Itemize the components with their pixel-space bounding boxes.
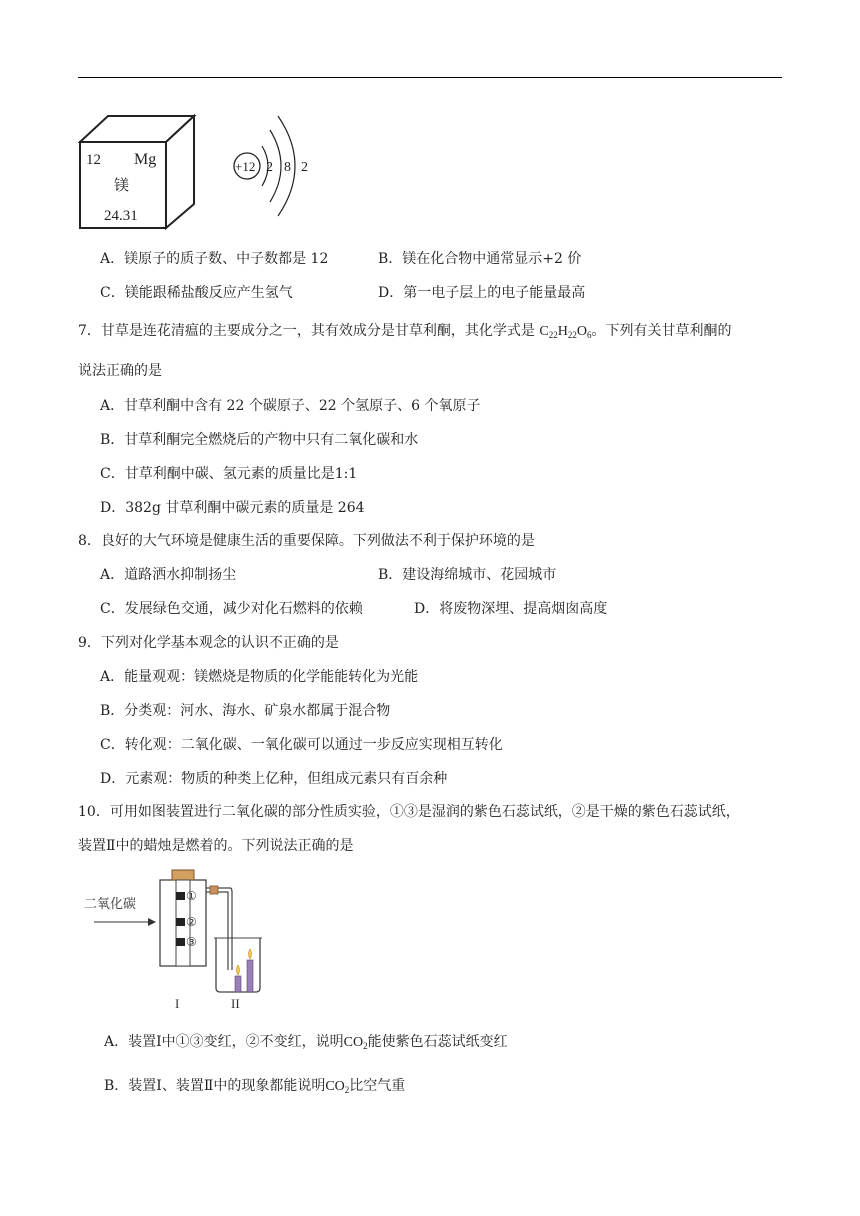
apparatus-i-label: I bbox=[175, 996, 180, 1011]
co2-apparatus-figure bbox=[80, 866, 280, 1014]
shell-2-count: 8 bbox=[284, 160, 291, 175]
q7-option-c: C．甘草利酮中碳、氢元素的质量比是1:1 bbox=[100, 466, 358, 482]
element-name: 镁 bbox=[114, 176, 130, 194]
paper-1-label: ① bbox=[186, 889, 197, 903]
q7-option-d: D．382g 甘草利酮中碳元素的质量是 264 bbox=[100, 500, 365, 516]
q7-stem-part2: 。下列有关甘草利酮的 bbox=[591, 323, 732, 339]
q9-option-d: D．元素观：物质的种类上亿种，但组成元素只有百余种 bbox=[100, 771, 448, 787]
q10-stem-line2: 装置Ⅱ中的蜡烛是燃着的。下列说法正确的是 bbox=[78, 838, 354, 854]
paper-2-label: ② bbox=[186, 915, 197, 929]
paper-3-label: ③ bbox=[186, 935, 197, 949]
q9-option-b: B．分类观：河水、海水、矿泉水都属于混合物 bbox=[100, 703, 391, 719]
atom-structure-diagram bbox=[226, 112, 326, 222]
apparatus-ii-label: II bbox=[231, 996, 240, 1011]
element-symbol: Mg bbox=[134, 151, 157, 168]
q7-option-b: B．甘草利酮完全燃烧后的产物中只有二氧化碳和水 bbox=[100, 432, 419, 448]
q10-option-a: A．装置Ⅰ中①③变红，②不变红，说明$CO_2$能使紫色石蕊试纸变红 bbox=[104, 1034, 508, 1051]
nucleus-charge: +12 bbox=[235, 159, 256, 174]
atomic-mass: 24.31 bbox=[104, 208, 138, 224]
q7-option-a: A．甘草利酮中含有 22 个碳原子、22 个氢原子、6 个氧原子 bbox=[100, 398, 481, 414]
q8-stem: 8．良好的大气环境是健康生活的重要保障。下列做法不利于保护环境的是 bbox=[78, 533, 535, 549]
atomic-number: 12 bbox=[86, 152, 101, 168]
q8-option-b: B．建设海绵城市、花园城市 bbox=[378, 567, 557, 583]
element-card-figure bbox=[78, 112, 198, 232]
co2-gas-label: 二氧化碳 bbox=[84, 897, 137, 912]
q8-option-c: C．发展绿色交通，减少对化石燃料的依赖 bbox=[100, 601, 363, 617]
q7-stem-line2: 说法正确的是 bbox=[78, 363, 162, 379]
q6-option-c: C．镁能跟稀盐酸反应产生氢气 bbox=[100, 285, 293, 301]
q7-stem-part1: 7．甘草是连花清瘟的主要成分之一，其有效成分是甘草利酮，其化学式是 bbox=[78, 323, 540, 339]
q10-option-b-co2: $CO_2$ bbox=[325, 1079, 350, 1095]
q9-stem: 9．下列对化学基本观念的认识不正确的是 bbox=[78, 635, 339, 651]
q7-stem bbox=[78, 320, 731, 340]
q8-option-a: A．道路洒水抑制扬尘 bbox=[100, 567, 237, 583]
q6-option-d: D．第一电子层上的电子能量最高 bbox=[378, 285, 586, 301]
shell-3-count: 2 bbox=[301, 160, 308, 175]
q10-option-a-co2: $CO_2$ bbox=[343, 1035, 368, 1051]
q9-option-c: C．转化观：二氧化碳、一氧化碳可以通过一步反应实现相互转化 bbox=[100, 737, 503, 753]
q6-option-b: B．镁在化合物中通常显示+2 价 bbox=[378, 251, 582, 267]
q10-option-b: B．装置Ⅰ、装置Ⅱ中的现象都能说明$CO_2$比空气重 bbox=[104, 1078, 406, 1095]
q10-stem-line1: 10．可用如图装置进行二氧化碳的部分性质实验，①③是湿润的紫色石蕊试纸，②是干燥的紫色石蕊试纸， bbox=[78, 804, 740, 820]
q8-option-d: D．将废物深埋、提高烟囱高度 bbox=[414, 601, 608, 617]
q7-formula: $C_{22}H_{22}O_6$ bbox=[539, 324, 592, 340]
q6-option-a: A．镁原子的质子数、中子数都是 12 bbox=[100, 251, 329, 267]
q9-option-a: A．能量观观：镁燃烧是物质的化学能能转化为光能 bbox=[100, 669, 419, 685]
header-rule bbox=[78, 77, 782, 78]
shell-1-count: 2 bbox=[266, 160, 273, 175]
